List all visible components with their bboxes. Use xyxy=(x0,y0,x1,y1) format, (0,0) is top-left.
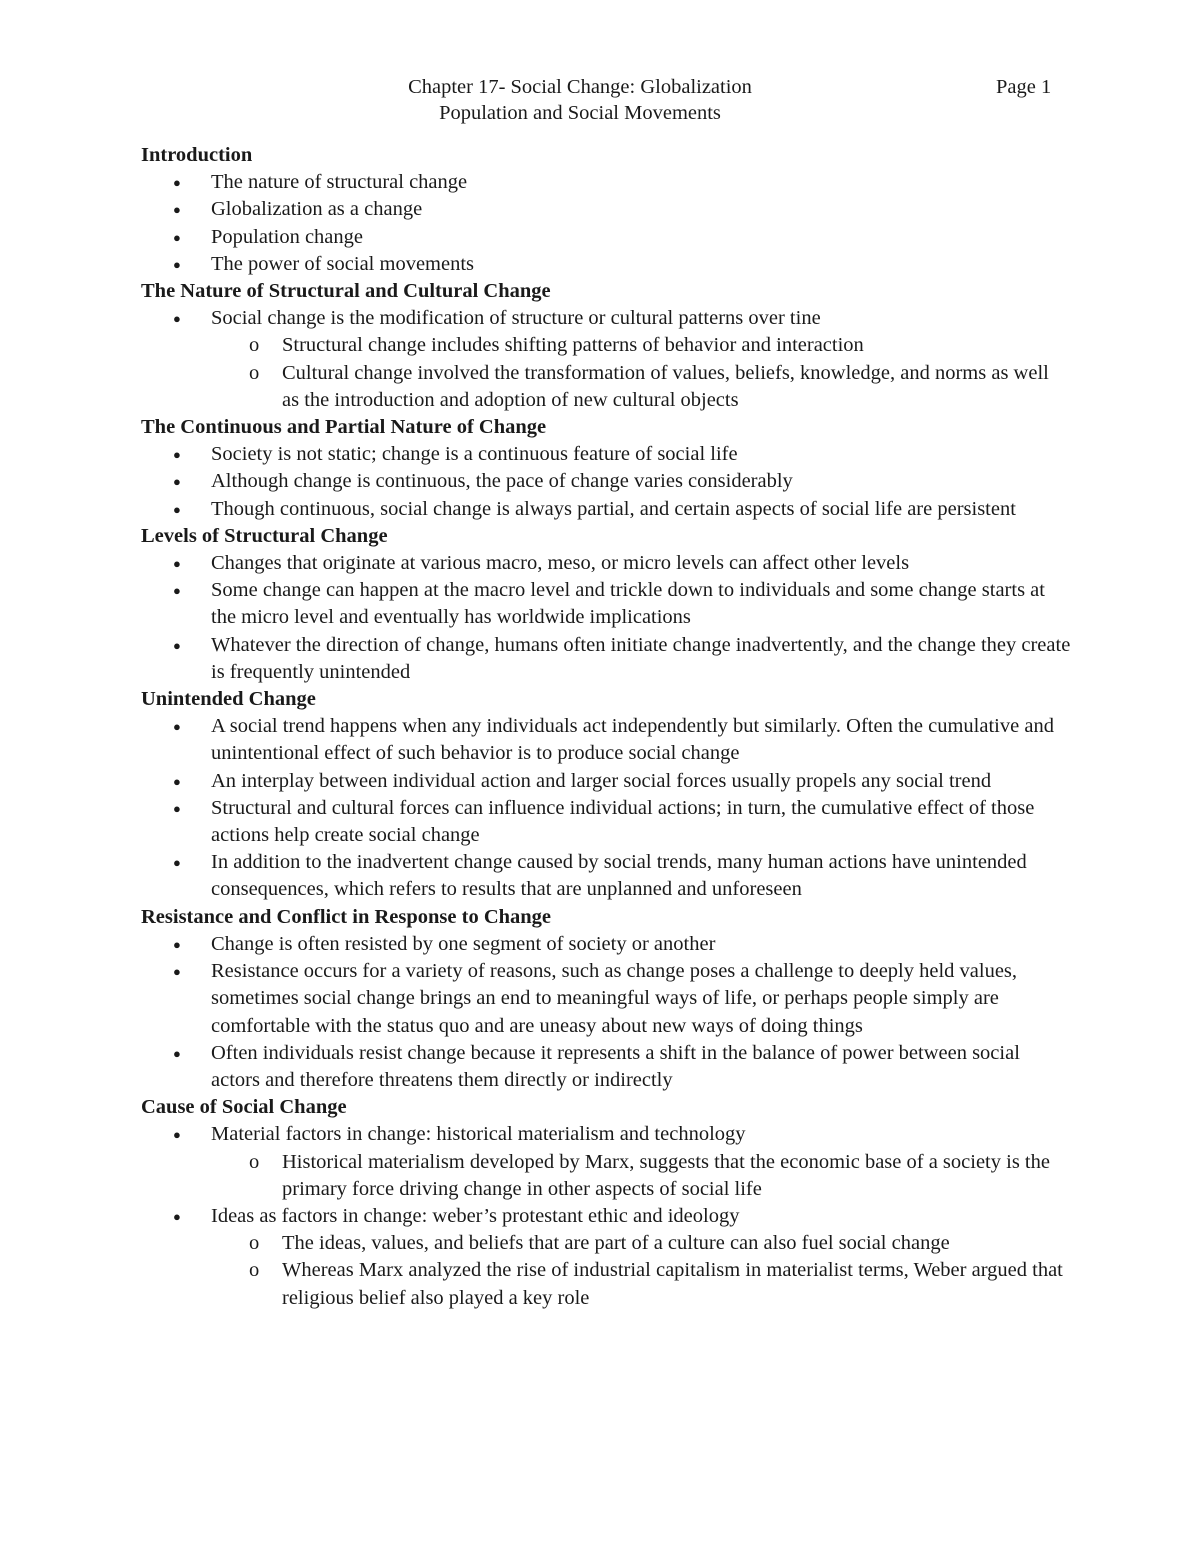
bullet-item: ● Change is often resisted by one segment of society or another xyxy=(141,931,1071,958)
section-heading: The Nature of Structural and Cultural Change xyxy=(141,280,551,303)
section-heading: Cause of Social Change xyxy=(141,1096,347,1119)
bullet-list xyxy=(141,441,1071,523)
bullet-item: ● Although change is continuous, the pace of change varies considerably xyxy=(141,468,1071,495)
bullet-item: ● Social change is the modification of structure or cultural patterns over tine xyxy=(141,305,1071,332)
bullet-item: ● Some change can happen at the macro level and trickle down to individuals and some change starts at the micro level and eventually has worldwide implications xyxy=(141,577,1071,631)
page-subtitle: Population and Social Movements xyxy=(439,102,721,124)
sub-bullet-item: o Whereas Marx analyzed the rise of industrial capitalism in materialist terms, Weber argued that religious belief also played a key role xyxy=(141,1257,1071,1311)
bullet-item: ● Changes that originate at various macro, meso, or micro levels can affect other levels xyxy=(141,550,1071,577)
sub-bullet-item: o Structural change includes shifting patterns of behavior and interaction xyxy=(141,332,1071,359)
page-number: Page 1 xyxy=(996,76,1052,98)
bullet-list xyxy=(141,305,1071,414)
document-body xyxy=(141,142,1071,1312)
sub-bullet-item: o The ideas, values, and beliefs that are part of a culture can also fuel social change xyxy=(141,1230,1071,1257)
bullet-item: ● Globalization as a change xyxy=(141,196,1071,223)
sub-bullet-item: o Historical materialism developed by Marx, suggests that the economic base of a society is the primary force driving change in other aspects of social life xyxy=(141,1149,1071,1203)
bullet-item: ● Resistance occurs for a variety of reasons, such as change poses a challenge to deeply held values, sometimes social change brings an end to meaningful ways of life, or perhaps people simply are comfortable with the status quo and are uneasy about new ways of doing things xyxy=(141,958,1071,1040)
bullet-item: ● An interplay between individual action and larger social forces usually propels any social trend xyxy=(141,768,1071,795)
section-heading: The Continuous and Partial Nature of Change xyxy=(141,416,547,439)
bullet-item: ● In addition to the inadvertent change caused by social trends, many human actions have unintended consequences, which refers to results that are unplanned and unforeseen xyxy=(141,849,1071,903)
bullet-item: ● A social trend happens when any individuals act independently but similarly. Often the cumulative and unintentional effect of such behavior is to produce social change xyxy=(141,713,1071,767)
bullet-item: ● Population change xyxy=(141,224,1071,251)
section-heading: Resistance and Conflict in Response to Change xyxy=(141,905,552,928)
bullet-item: ● Material factors in change: historical materialism and technology xyxy=(141,1121,1071,1148)
section-heading: Introduction xyxy=(141,144,253,166)
bullet-list xyxy=(141,1121,1071,1311)
bullet-list xyxy=(141,169,1071,278)
bullet-list xyxy=(141,550,1071,686)
section-heading: Levels of Structural Change xyxy=(141,524,388,547)
bullet-item: ● Structural and cultural forces can influence individual actions; in turn, the cumulative effect of those actions help create social change xyxy=(141,795,1071,849)
bullet-item: ● Society is not static; change is a continuous feature of social life xyxy=(141,441,1071,468)
bullet-item: ● Whatever the direction of change, humans often initiate change inadvertently, and the change they create is frequently unintended xyxy=(141,632,1071,686)
page-title: Chapter 17- Social Change: Globalization xyxy=(408,76,752,98)
bullet-list xyxy=(141,713,1071,903)
bullet-item: ● The power of social movements xyxy=(141,251,1071,278)
bullet-item: ● Ideas as factors in change: weber’s protestant ethic and ideology xyxy=(141,1203,1071,1230)
section-heading: Unintended Change xyxy=(141,688,316,711)
bullet-item: ● Often individuals resist change because it represents a shift in the balance of power between social actors and therefore threatens them directly or indirectly xyxy=(141,1040,1071,1094)
bullet-list xyxy=(141,931,1071,1094)
bullet-item: ● The nature of structural change xyxy=(141,169,1071,196)
bullet-item: ● Though continuous, social change is always partial, and certain aspects of social life are persistent xyxy=(141,496,1071,523)
sub-bullet-item: o Cultural change involved the transformation of values, beliefs, knowledge, and norms as well as the introduction and adoption of new cultural objects xyxy=(141,360,1071,414)
